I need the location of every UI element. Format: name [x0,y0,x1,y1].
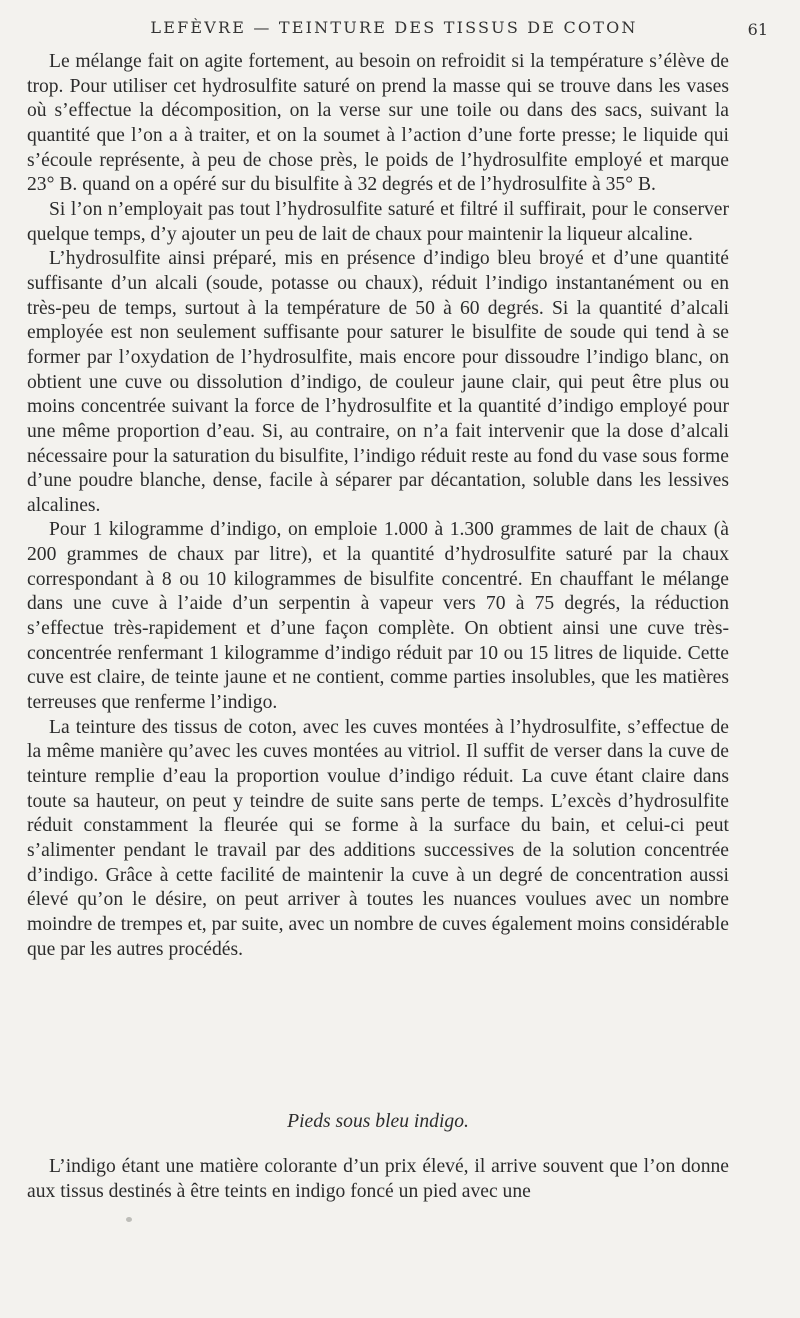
paragraph: L’hydrosulfite ainsi préparé, mis en présence d’indigo bleu broyé et d’une quantité suffisante d’un alcali (soude, potasse ou chaux), réduit l’indigo instantanément ou en très-peu de temps, surtout à la température de 50 à 60 degrés. Si la quantité d’alcali employée est non seulement suffisante pour saturer le bisulfite de soude qui tend à se former par l’oxydation de l’hydrosulfite, mais encore pour dissoudre l’indigo blanc, on obtient une cuve ou dissolution d’indigo, de couleur jaune clair, qui peut être plus ou moins concentrée suivant la force de l’hydrosulfite et la quantité d’indigo employé pour une même proportion d’eau. Si, au contraire, on n’a fait intervenir que la dose d’alcali nécessaire pour la saturation du bisulfite, l’indigo réduit reste au fond du vase sous forme d’une poudre blanche, dense, facile à séparer par décantation, soluble dans les lessives alcalines. [27,248,729,516]
body-text [27,50,729,962]
paragraph: L’indigo étant une matière colorante d’un prix élevé, il arrive souvent que l’on donne aux tissus destinés à être teints en indigo foncé un pied avec une [27,1156,729,1202]
paragraph: Pour 1 kilogramme d’indigo, on emploie 1.000 à 1.300 grammes de lait de chaux (à 200 grammes de chaux par litre), et la quantité d’hydrosulfite saturé par la chaux correspondant à 8 ou 10 kilogrammes de bisulfite concentré. En chauffant le mélange dans une cuve à l’aide d’un serpentin à vapeur vers 70 à 75 degrés, la réduction s’effectue très-rapidement et d’une façon complète. On obtient ainsi une cuve très-concentrée renfermant 1 kilogramme d’indigo réduit par 10 ou 15 litres de liquide. Cette cuve est claire, de teinte jaune et ne contient, comme parties insolubles, que les matières terreuses que renferme l’indigo. [27,519,729,714]
paragraph: Si l’on n’employait pas tout l’hydrosulfite saturé et filtré il suffirait, pour le conserver quelque temps, d’y ajouter un peu de lait de chaux pour maintenir la liqueur alcaline. [27,198,729,245]
page-number: 61 [747,20,768,39]
paragraph: Le mélange fait on agite fortement, au besoin on refroidit si la température s’élève de trop. Pour utiliser cet hydrosulfite saturé on prend la masse qui se trouve dans les vases où s’effectue la décomposition, on la verse sur une toile ou dans des sacs, suivant la quantité que l’on a à traiter, et on la soumet à l’action d’une forte presse; le liquide qui s’écoule représente, à peu de chose près, le poids de l’hydrosulfite employé et marque 23° B. quand on a opéré sur du bisulfite à 32 degrés et de l’hydrosulfite à 35° B. [27,51,729,196]
paper-speck [126,1217,132,1222]
running-title: LEFÈVRE — TEINTURE DES TISSUS DE COTON [150,18,638,37]
section-body-text [27,1155,729,1204]
paragraph: La teinture des tissus de coton, avec les cuves montées à l’hydrosulfite, s’effectue de la même manière qu’avec les cuves montées au vitriol. Il suffit de verser dans la cuve de teinture remplie d’eau la proportion voulue d’indigo réduit. La cuve étant claire dans toute sa hauteur, on peut y teindre de suite sans perte de temps. L’excès d’hydrosulfite réduit constamment la fleurée qui se forme à la surface du bain, et celui-ci peut s’alimenter pendant le travail par des additions successives de la solution concentrée d’indigo. Grâce à cette facilité de maintenir la cuve à un degré de concentration aussi élevé qu’on le désire, on peut arriver à toutes les nuances voulues avec un nombre moindre de trempes et, par suite, avec un nombre de cuves également moins considérable que par les autres procédés. [27,716,729,960]
section-heading: Pieds sous bleu indigo. [287,1111,469,1132]
page-header [26,14,768,44]
